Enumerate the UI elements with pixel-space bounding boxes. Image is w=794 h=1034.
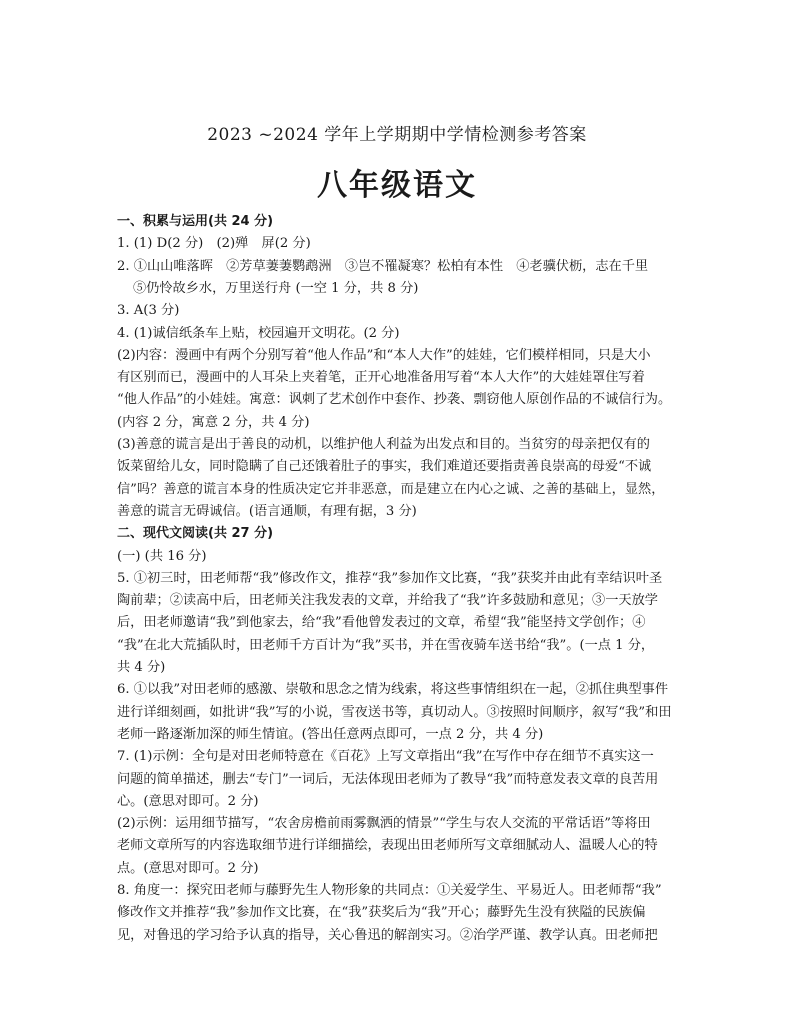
- answer-line: 4. (1)诚信纸条车上贴，校园遍开文明花。(2 分): [117, 325, 400, 341]
- answer-line: 8. 角度一：探究田老师与藤野先生人物形象的共同点：①关爱学生、平易近人。田老师帮“我”: [117, 883, 662, 898]
- answer-line: (2)示例：运用细节描写，“农舍房檐前雨雾飘洒的情景”“学生与农人交流的平常话语”等将田: [117, 816, 651, 832]
- answer-line: 心。(意思对即可。2 分): [117, 793, 259, 809]
- answer-line: 1. (1) D(2 分) (2)殚 屏(2 分): [117, 236, 311, 252]
- answer-line: (3)善意的谎言是出于善良的动机，以维护他人利益为出发点和目的。当贫穷的母亲把仅有的: [117, 437, 650, 452]
- answer-line: 饭菜留给儿女，同时隐瞒了自己还饿着肚子的事实，我们难道还要指责善良崇高的母爱“不诚: [117, 459, 652, 475]
- answer-line: 6. ①以我”对田老师的感激、崇敬和思念之情为线索，将这些事情组织在一起，②抓住典型事件: [117, 682, 669, 698]
- answer-line: 信”吗？善意的谎言本身的性质决定它并非恶意，而是建立在内心之诚、之善的基础上，显然，: [117, 481, 665, 497]
- answer-line: “我”在北大荒插队时，田老师千方百计为“我”买书，并在雪夜骑车送书给“我”。(一点 1 分，: [117, 637, 655, 653]
- answer-line: 老师一路逐渐加深的师生情谊。(答出任意两点即可，一点 2 分，共 4 分): [117, 726, 544, 742]
- answer-line: 见，对鲁迅的学习给予认真的指导，关心鲁迅的解剖实习。②治学严谨、教学认真。田老师把: [117, 927, 658, 943]
- answer-line: “他人作品”的小娃娃。寓意：讽刺了艺术创作中套作、抄袭、剽窃他人原创作品的不诚信行为。: [117, 392, 672, 408]
- answer-line: 5. ①初三时，田老师帮“我”修改作文，推荐“我”参加作文比赛，“我”获奖并由此有幸结识叶圣: [117, 570, 663, 586]
- answer-line: 共 4 分): [117, 660, 166, 675]
- answer-line: 2. ①山山唯落晖 ②芳草萋萋鹦鹉洲 ③岂不罹凝寒？松柏有本性 ④老骥伏枥，志在千里: [117, 258, 649, 274]
- answer-line: 后，田老师邀请“我”到他家去，给“我”看他曾发表过的文章，希望“我”能坚持文学创作；④: [117, 615, 646, 631]
- answer-line: (内容 2 分，寓意 2 分，共 4 分): [117, 414, 310, 430]
- answer-line: 陶前辈；②读高中后，田老师关注我发表的文章，并给我了“我”许多鼓励和意见；③一天放学: [117, 593, 658, 609]
- section-heading: 一、积累与运用(共 24 分): [117, 214, 274, 229]
- answer-line: ⑤仍怜故乡水，万里送行舟 (一空 1 分，共 8 分): [133, 280, 419, 296]
- section-heading: 二、现代文阅读(共 27 分): [117, 526, 274, 542]
- answer-line: 7. (1)示例：全句是对田老师特意在《百花》上写文章指出“我”在写作中存在细节不真实这一: [117, 749, 654, 765]
- exam-title: 2023 ~2024 学年上学期期中学情检测参考答案: [207, 125, 587, 145]
- answer-line: 进行详细刻画，如批讲“我”写的小说，雪夜送书等，真切动人。③按照时间顺序，叙写“我”和田: [117, 704, 672, 720]
- answer-line: 善意的谎言无碍诚信。(语言通顺，有理有据，3 分): [117, 503, 417, 519]
- answer-line: (2)内容：漫画中有两个分别写着“他人作品”和“本人大作”的娃娃，它们模样相同，只是大小: [117, 347, 651, 363]
- answer-line: 点。(意思对即可。2 分): [117, 860, 259, 876]
- answer-line: 老师文章所写的内容选取细节进行详细描绘，表现出田老师所写文章细腻动人、温暖人心的特: [117, 838, 658, 854]
- answer-line: 修改作文并推荐“我”参加作文比赛，在“我”获奖后为“我”开心；藤野先生没有狭隘的民族偏: [117, 905, 646, 921]
- subject-title: 八年级语文: [317, 168, 477, 203]
- answer-line: 3. A(3 分): [117, 303, 180, 319]
- answer-line: 有区别而已，漫画中的人耳朵上夹着笔，正开心地准备用写着“本人大作”的大娃娃罩住写着: [117, 370, 645, 386]
- answer-line: (一) (共 16 分): [117, 548, 207, 564]
- answer-line: 问题的简单描述，删去“专门”一词后，无法体现田老师为了教导“我”而特意发表文章的良苦用: [117, 771, 659, 787]
